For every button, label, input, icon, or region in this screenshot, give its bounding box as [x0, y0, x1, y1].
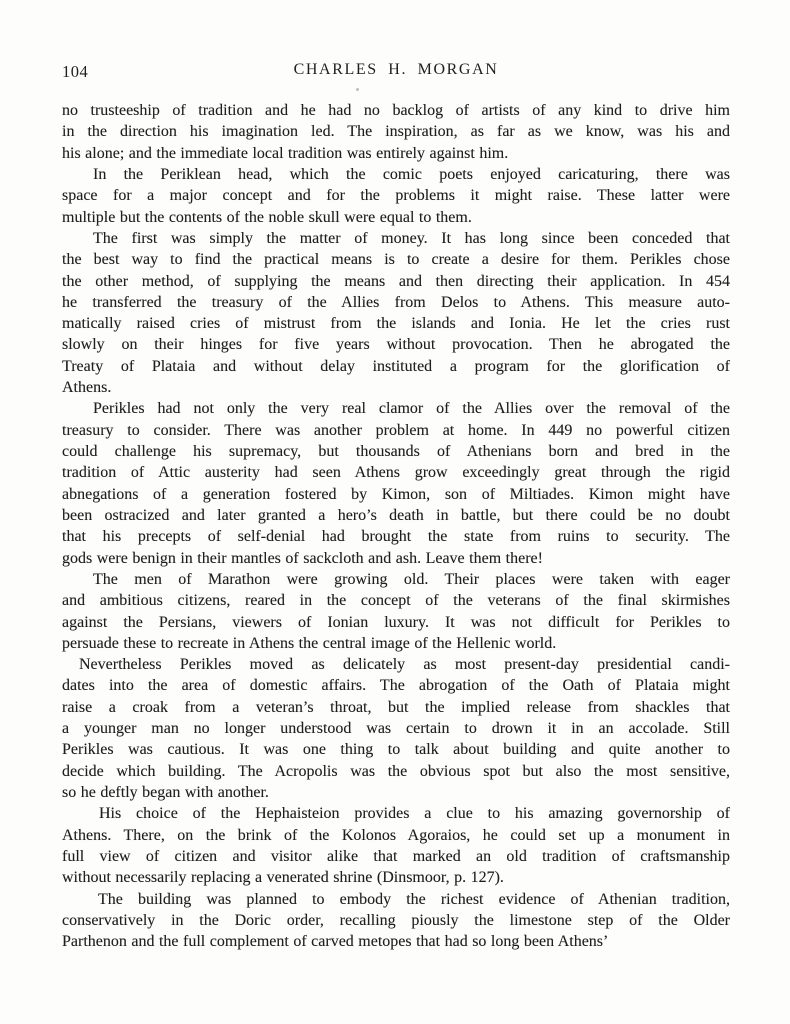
text-line: the best way to find the practical means is to create a desire for them. Perikles chose	[62, 251, 730, 269]
paragraph	[62, 100, 730, 164]
paragraph	[62, 654, 730, 803]
text-line: been ostracized and later granted a hero’s death in battle, but there could be no doubt	[62, 506, 730, 524]
text-line: so he deftly began with another.	[62, 784, 269, 801]
text-line: decide which building. The Acropolis was the obvious spot but also the most sensitive,	[62, 762, 730, 780]
text-line: a younger man no longer understood was certain to drown it in an accolade. Still	[62, 720, 730, 738]
text-line: against the Persians, viewers of Ionian luxury. It was not difficult for Perikles to	[62, 613, 730, 631]
paragraph	[62, 228, 730, 399]
page-header	[62, 61, 730, 83]
text-line: full view of citizen and visitor alike that marked an old tradition of craftsmanship	[62, 847, 730, 865]
text-line: he transferred the treasury of the Allies from Delos to Athens. This measure auto-	[62, 293, 730, 311]
text-line: his alone; and the immediate local tradition was entirely against him.	[62, 144, 509, 162]
text-line: Nevertheless Perikles moved as delicately as most present-day presidential candi-	[79, 656, 730, 674]
text-line: Perikles had not only the very real clamor of the Allies over the removal of the	[93, 400, 730, 418]
text-line: the other method, of supplying the means and then directing their application. In 454	[62, 272, 730, 290]
text-line: space for a major concept and for the problems it might raise. These latter were	[62, 187, 730, 205]
text-line: His choice of the Hephaisteion provides a clue to his amazing governorship of	[99, 805, 730, 823]
text-line: no trusteeship of tradition and he had no backlog of artists of any kind to drive him	[62, 102, 730, 119]
text-line: treasury to consider. There was another problem at home. In 449 no powerful citizen	[62, 421, 730, 439]
text-line: without necessarily replacing a venerated shrine (Dinsmoor, p. 127).	[62, 869, 504, 887]
text-line: could challenge his supremacy, but thousands of Athenians born and bred in the	[62, 443, 730, 460]
text-line: Perikles was cautious. It was one thing to talk about building and quite another to	[62, 741, 730, 759]
text-line: Athens. There, on the brink of the Kolonos Agoraios, he could set up a monument in	[62, 826, 730, 844]
text-line: conservatively in the Doric order, recalling piously the limestone step of the Older	[62, 911, 730, 929]
scan-speck	[356, 88, 359, 91]
text-line: abnegations of a generation fostered by Kimon, son of Miltiades. Kimon might have	[62, 485, 730, 503]
text-line: matically raised cries of mistrust from the islands and Ionia. He let the cries rust	[62, 315, 730, 333]
page-number: 104	[62, 62, 89, 81]
text-line: The building was planned to embody the richest evidence of Athenian tradition,	[98, 890, 730, 908]
text-line: multiple but the contents of the noble skull were equal to them.	[62, 208, 472, 226]
text-line: Athens.	[62, 379, 112, 397]
paragraph	[62, 803, 730, 888]
text-line: Treaty of Plataia and without delay instituted a program for the glorification of	[62, 357, 730, 375]
text-line: that his precepts of self-denial had brought the state from ruins to security. The	[62, 528, 730, 546]
paragraph	[62, 398, 730, 569]
text-line: and ambitious citizens, reared in the concept of the veterans of the final skirmishes	[62, 592, 730, 610]
text-line: In the Periklean head, which the comic poets enjoyed caricaturing, there was	[93, 165, 730, 183]
text-line: The men of Marathon were growing old. Their places were taken with eager	[93, 570, 730, 588]
text-line: slowly on their hinges for five years without provocation. Then he abrogated the	[62, 336, 730, 354]
paragraph	[62, 889, 730, 953]
text-line: in the direction his imagination led. The inspiration, as far as we know, was his and	[62, 123, 730, 141]
text-line: The first was simply the matter of money. It has long since been conceded that	[93, 229, 730, 247]
text-line: Parthenon and the full complement of carved metopes that had so long been Athens’	[62, 933, 609, 951]
text-line: raise a croak from a veteran’s throat, but the implied release from shackles that	[62, 698, 730, 716]
page-body	[62, 100, 730, 953]
paragraph	[62, 569, 730, 654]
text-line: tradition of Attic austerity had seen Athens grow exceedingly great through the rigid	[62, 464, 730, 482]
text-line: persuade these to recreate in Athens the central image of the Hellenic world.	[62, 634, 557, 652]
text-line: gods were benign in their mantles of sackcloth and ash. Leave them there!	[62, 549, 543, 567]
text-line: dates into the area of domestic affairs. The abrogation of the Oath of Plataia might	[62, 677, 730, 695]
paragraph	[62, 164, 730, 228]
running-header-title: CHARLES H. MORGAN	[293, 61, 499, 78]
